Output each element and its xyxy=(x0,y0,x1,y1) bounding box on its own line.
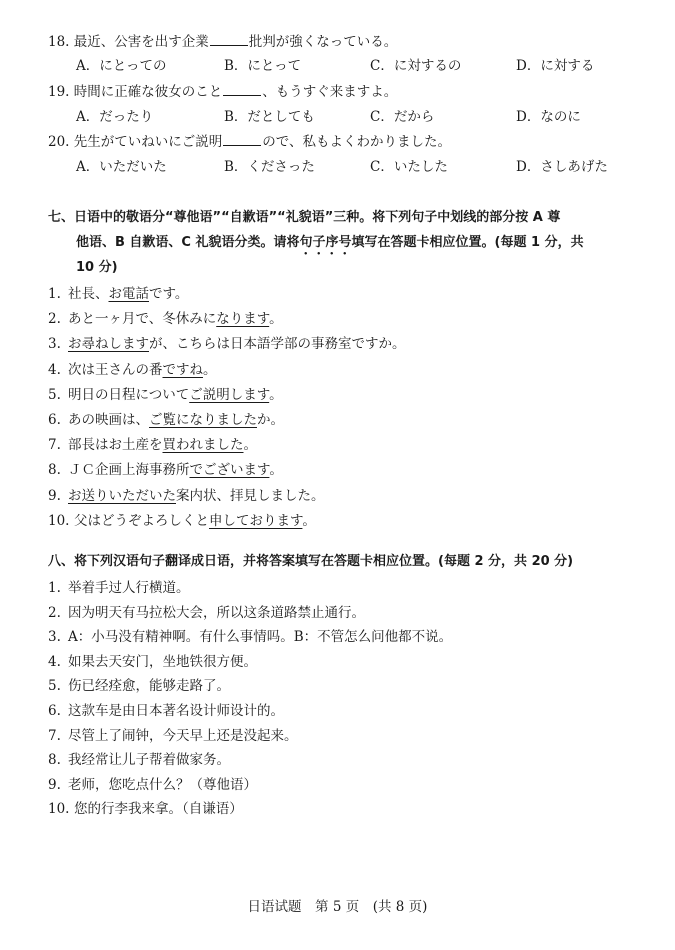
option-c: C．だから xyxy=(370,109,435,125)
underlined-phrase: なります xyxy=(216,311,270,328)
list-item xyxy=(48,797,243,817)
item-text: 部長はお土産を xyxy=(68,437,163,454)
item-number: 8. xyxy=(48,462,61,479)
item-text: 因为明天有马拉松大会，所以这条道路禁止通行。 xyxy=(68,604,365,621)
item-number: 7. xyxy=(48,727,61,744)
option-d: D．に対する xyxy=(516,58,595,74)
underlined-phrase: でございます xyxy=(189,462,270,479)
list-item xyxy=(48,484,325,504)
item-number: 10. xyxy=(48,512,70,529)
answer-blank xyxy=(210,33,248,46)
answer-blank xyxy=(223,133,261,146)
list-item xyxy=(48,433,257,453)
question-20-stem: 20. 先生がていねいにご説明 ので、私もよくわかりました。 xyxy=(48,134,452,150)
option-a: A．だったり xyxy=(76,109,154,125)
list-item xyxy=(48,576,190,596)
question-18-stem: 18. 最近、公害を出す企業 批判が強くなっている。 xyxy=(48,34,398,50)
item-text: 父はどうぞよろしくと xyxy=(74,512,209,529)
list-item xyxy=(48,699,284,719)
item-text: 。 xyxy=(243,437,257,454)
item-number: 5. xyxy=(48,678,61,695)
item-number: 3. xyxy=(48,336,61,353)
item-text: 次は王さんの番 xyxy=(68,361,163,378)
underlined-phrase: 買われました xyxy=(162,437,244,454)
item-number: 9. xyxy=(48,487,61,504)
option-d: D．なのに xyxy=(516,109,581,125)
list-item xyxy=(48,358,217,378)
option-c: C．いたした xyxy=(370,159,448,175)
underlined-phrase: 申しております xyxy=(209,512,303,529)
item-text: 伤已经痊愈，能够走路了。 xyxy=(68,678,230,695)
option-a: A．にとっての xyxy=(76,58,167,74)
item-number: 8. xyxy=(48,752,61,769)
underlined-phrase: ご覧になりました xyxy=(149,412,257,428)
item-number: 2. xyxy=(48,311,61,328)
item-text: 这款车是由日本著名设计师设计的。 xyxy=(68,703,284,719)
item-number: 6. xyxy=(48,703,61,719)
item-text: が、こちらは日本語学部の事務室ですか。 xyxy=(149,336,406,353)
item-text: 。 xyxy=(269,386,283,403)
item-number: 6. xyxy=(48,412,61,428)
option-c: C．に対するの xyxy=(370,58,462,74)
item-number: 5. xyxy=(48,386,61,403)
item-number: 3. xyxy=(48,629,61,646)
list-item xyxy=(48,307,283,327)
list-item xyxy=(48,332,406,352)
list-item xyxy=(48,383,283,403)
item-text: あの映画は、 xyxy=(68,412,149,428)
item-number: 10. xyxy=(48,801,70,818)
item-text: 明日の日程について xyxy=(68,386,190,403)
item-text: 您的行李我来拿。（自谦语） xyxy=(74,801,243,818)
option-b: B．だとしても xyxy=(224,109,315,125)
item-text: 。 xyxy=(269,311,283,328)
list-item xyxy=(48,458,283,478)
section-7-heading-line1: 七、日语中的敬语分“尊他语”“自歉语”“礼貌语”三种。将下列句子中划线的部分按 A 尊 xyxy=(48,210,561,225)
item-text: 社長、 xyxy=(68,286,109,302)
list-item xyxy=(48,509,316,529)
item-number: 9. xyxy=(48,776,61,793)
list-item xyxy=(48,674,230,694)
section-8-heading: 八、将下列汉语句子翻译成日语，并将答案填写在答题卡相应位置。(每题 2 分，共 20 分) xyxy=(48,554,574,569)
underlined-phrase: お尋ねします xyxy=(68,336,149,353)
item-text: 。 xyxy=(203,361,217,378)
item-text: 我经常让儿子帮着做家务。 xyxy=(68,752,230,769)
item-text: 。 xyxy=(302,512,316,529)
item-text: か。 xyxy=(257,412,284,428)
list-item xyxy=(48,650,257,670)
list-item xyxy=(48,724,298,744)
item-text: 尽管上了闹钟，今天早上还是没起来。 xyxy=(68,727,298,744)
item-text: 如果去天安门，坐地铁很方便。 xyxy=(68,653,257,670)
item-text: 老师，您吃点什么？（尊他语） xyxy=(68,776,257,793)
section-7-heading-line2: 他语、B 自歉语、C 礼貌语分类。请将句子序号填写在答题卡相应位置。(每题 1 分，共 xyxy=(76,235,584,250)
page-footer: 日语试题 第 5 页 (共 8 页) xyxy=(247,899,428,915)
question-19-stem: 19. 時間に正確な彼女のこと 、もうすぐ来ますよ。 xyxy=(48,84,398,100)
item-text: あと一ヶ月で、冬休みに xyxy=(68,311,217,328)
item-number: 1. xyxy=(48,580,61,596)
item-number: 4. xyxy=(48,653,61,670)
item-text: です。 xyxy=(149,286,189,302)
list-item xyxy=(48,625,452,645)
underlined-phrase: ご説明します xyxy=(189,386,270,403)
option-b: B．くださった xyxy=(224,159,315,175)
item-text: A：小马没有精神啊。有什么事情吗。B：不管怎么问他都不说。 xyxy=(68,629,453,646)
item-number: 7. xyxy=(48,437,61,454)
item-number: 2. xyxy=(48,604,61,621)
list-item xyxy=(48,773,257,793)
answer-blank xyxy=(223,83,261,96)
list-item xyxy=(48,748,230,768)
list-item xyxy=(48,601,365,621)
list-item xyxy=(48,282,188,302)
item-text: ＪＣ企画上海事務所 xyxy=(68,462,190,479)
option-d: D．さしあげた xyxy=(516,159,608,175)
underlined-phrase: ですね xyxy=(162,361,203,378)
item-text: 。 xyxy=(269,462,283,479)
option-b: B．にとって xyxy=(224,58,302,74)
item-number: 1. xyxy=(48,286,61,302)
section-7-heading-line3: 10 分) xyxy=(76,260,118,275)
underlined-phrase: お電話 xyxy=(108,286,149,302)
underlined-phrase: お送りいただいた xyxy=(68,487,176,504)
option-a: A．いただいた xyxy=(76,159,167,175)
item-text: 举着手过人行横道。 xyxy=(68,580,190,596)
item-text: 案内状、拝見しました。 xyxy=(176,487,325,504)
item-number: 4. xyxy=(48,361,61,378)
list-item xyxy=(48,408,284,428)
